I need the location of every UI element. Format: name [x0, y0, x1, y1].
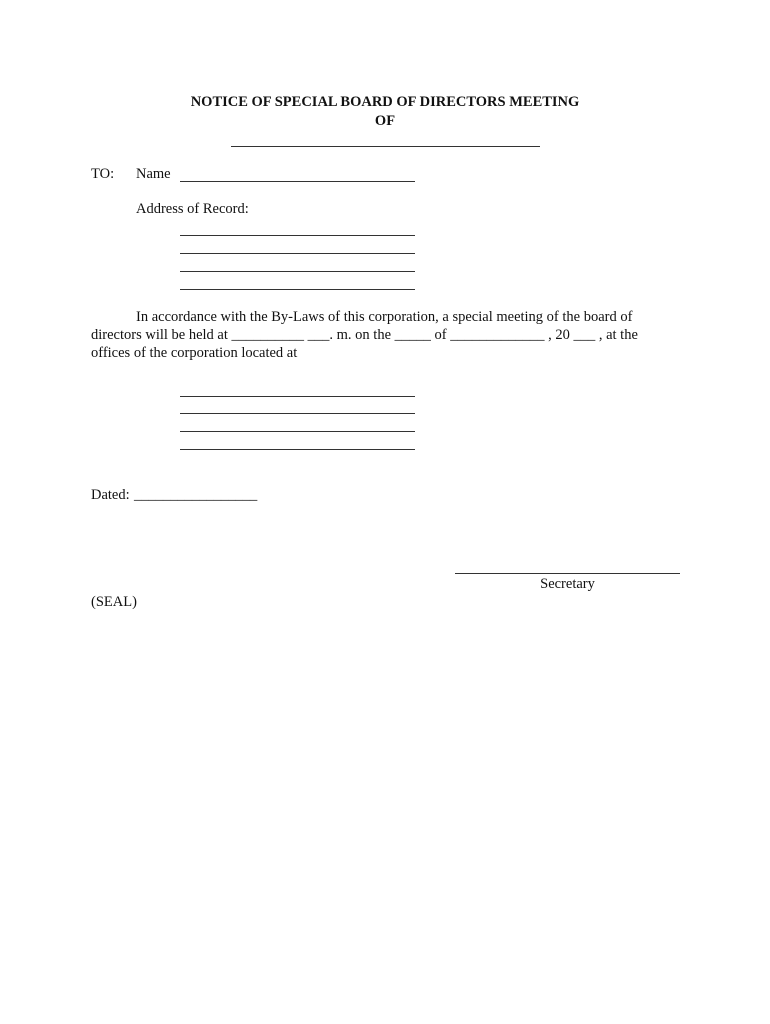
location-line-1: [180, 396, 415, 397]
dated-label: Dated:: [91, 487, 130, 503]
document-title: NOTICE OF SPECIAL BOARD OF DIRECTORS MEETING: [190, 94, 580, 110]
secretary-signature-line: [455, 573, 680, 574]
secretary-label: Secretary: [540, 576, 595, 592]
name-line: [180, 181, 415, 182]
address-line-1: [180, 235, 415, 236]
location-line-4: [180, 449, 415, 450]
location-line-2: [180, 413, 415, 414]
location-line-3: [180, 431, 415, 432]
body-line-1: In accordance with the By-Laws of this corporation, a special meeting of the board of: [136, 309, 633, 325]
seal-label: (SEAL): [91, 594, 137, 610]
document-title-of: OF: [374, 113, 396, 129]
body-line-3: offices of the corporation located at: [91, 345, 298, 361]
to-label: TO:: [91, 166, 115, 182]
dated-blank: _________________: [134, 487, 258, 503]
address-line-3: [180, 271, 415, 272]
address-line-4: [180, 289, 415, 290]
corporation-name-line: [231, 146, 540, 147]
body-line-2: directors will be held at __________ ___. m. on the _____ of _____________ , 20 ___ , at the: [91, 327, 638, 343]
address-label: Address of Record:: [136, 201, 249, 217]
name-label: Name: [136, 166, 171, 182]
address-line-2: [180, 253, 415, 254]
